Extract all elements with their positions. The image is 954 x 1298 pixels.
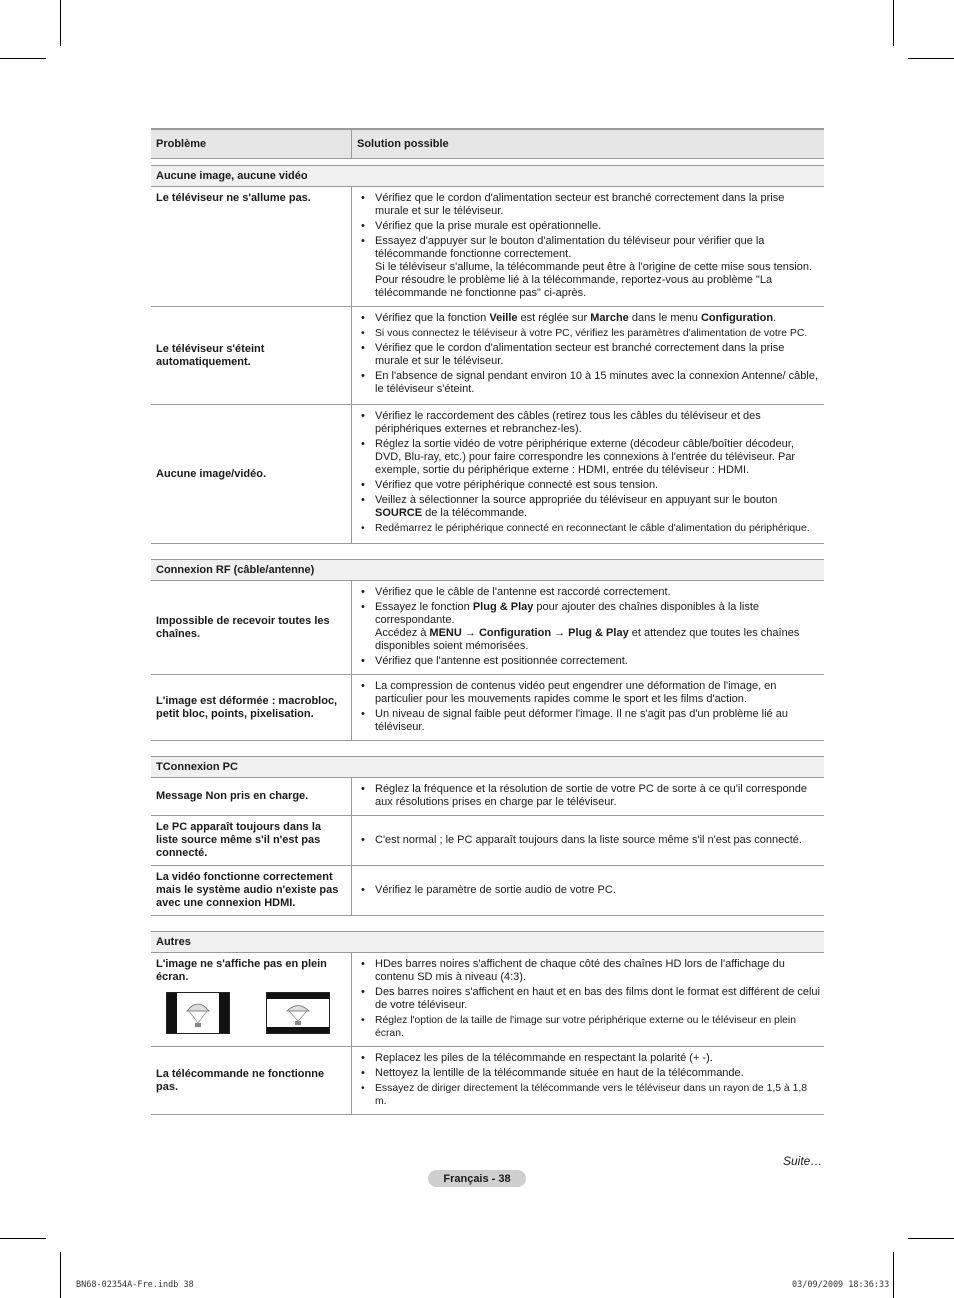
solution-list [360, 958, 820, 1040]
solution-cell [352, 187, 824, 306]
solution-item: • Vérifiez que le câble de l'antenne est raccordé correctement. [360, 586, 820, 599]
problem-text: L'image ne s'affiche pas en plein écran. [156, 958, 327, 983]
table-row [151, 675, 824, 741]
solution-list [360, 1052, 820, 1108]
solution-list [360, 586, 820, 668]
solution-item: • Des barres noires s'affichent en haut et en bas des films dont le format est différent de celui de votre téléviseur. [360, 986, 820, 1012]
problem-text: La vidéo fonctionne correctement mais le système audio n'existe pas avec une connexion HDMI. [156, 871, 339, 909]
section-title: Autres [151, 931, 824, 953]
table-row [151, 816, 824, 866]
problem-cell [151, 816, 352, 865]
section-gap [151, 741, 824, 756]
solution-list [360, 832, 802, 849]
problem-cell [151, 866, 352, 915]
solution-list [360, 192, 820, 300]
crop-mark [0, 1238, 46, 1239]
print-timestamp: 03/09/2009 18:36:33 [792, 1280, 890, 1290]
solution-item: • Réglez la fréquence et la résolution de sortie de votre PC de sorte à ce qu'il corresponde aux résolutions prises en charge par le téléviseur. [360, 783, 820, 809]
section-title: Connexion RF (câble/antenne) [151, 559, 824, 581]
section-gap [151, 544, 824, 559]
continued-label: Suite… [783, 1154, 823, 1168]
section-title: TConnexion PC [151, 756, 824, 778]
table-row [151, 405, 824, 544]
problem-cell [151, 953, 352, 1046]
solution-item: • Vérifiez que l'antenne est positionnée correctement. [360, 655, 820, 668]
header-problem: Problème [151, 130, 352, 158]
problem-cell [151, 187, 352, 306]
crop-mark [0, 58, 46, 59]
problem-cell [151, 1047, 352, 1114]
crop-mark [60, 0, 61, 46]
crop-mark [893, 0, 894, 46]
solution-item: • Vérifiez que votre périphérique connecté est sous tension. [360, 479, 820, 492]
solution-cell [352, 778, 824, 815]
problem-text: Impossible de recevoir toutes les chaînes. [156, 614, 330, 640]
solution-cell [352, 405, 824, 543]
solution-cell [352, 866, 824, 915]
table-row [151, 187, 824, 307]
problem-cell [151, 405, 352, 543]
problem-cell [151, 307, 352, 404]
troubleshooting-table [151, 128, 824, 1115]
solution-item: • Essayez le fonction Plug & Play pour ajouter des chaînes disponibles à la liste correspondante. Accédez à MENU → Configuration → Plug & Play et attendez que toutes les chaînes disponibles soient mémorisées. [360, 601, 820, 653]
crop-mark [893, 1252, 894, 1298]
solution-cell [352, 307, 824, 404]
problem-text: Message Non pris en charge. [156, 790, 309, 802]
solution-list [360, 680, 820, 734]
solution-item: • Nettoyez la lentille de la télécommande située en haut de la télécommande. [360, 1067, 820, 1080]
solution-cell [352, 1047, 824, 1114]
solution-item: • Vérifiez que la fonction Veille est réglée sur Marche dans le menu Configuration. [360, 312, 820, 325]
table-row [151, 1047, 824, 1115]
table-row [151, 307, 824, 405]
header-solution: Solution possible [357, 138, 449, 150]
problem-text: Aucune image/vidéo. [156, 467, 267, 480]
solution-item: • Si vous connectez le téléviseur à votre PC, vérifiez les paramètres d'alimentation de votre PC. [360, 327, 820, 340]
solution-item: • Essayez de diriger directement la télécommande vers le téléviseur dans un rayon de 1,5 à 1,8 m. [360, 1082, 820, 1108]
section-gap [151, 916, 824, 931]
solution-cell [352, 816, 824, 865]
solution-item: • La compression de contenus vidéo peut engendrer une déformation de l'image, en particulier pour les mouvements rapides comme le sport et les films d'action. [360, 680, 820, 706]
pillarbox-illustration [166, 992, 230, 1034]
solution-item: • Replacez les piles de la télécommande en respectant la polarité (+ -). [360, 1052, 820, 1065]
problem-text: La télécommande ne fonctionne pas. [156, 1067, 325, 1093]
problem-cell [151, 675, 352, 740]
crop-mark [908, 1238, 954, 1239]
solution-item: • Un niveau de signal faible peut déformer l'image. Il ne s'agit pas d'un problème lié au téléviseur. [360, 708, 820, 734]
letterbox-illustration [266, 992, 330, 1034]
print-file-info: BN68-02354A-Fre.indb 38 [76, 1280, 194, 1290]
problem-text: Le téléviseur ne s'allume pas. [156, 192, 311, 204]
solution-item: • Essayez d'appuyer sur le bouton d'alimentation du téléviseur pour vérifier que la télécommande fonctionne correctement. Si le téléviseur s'allume, la télécommande peut être à l'origine de cette mise sous tension. Pour résoudre le problème lié à la télécommande, reportez-vous au problème "La télécommande ne fonctionne pas" ci-après. [360, 235, 820, 300]
table-row [151, 953, 824, 1047]
table-header [151, 128, 824, 159]
solution-item: • Vérifiez le raccordement des câbles (retirez tous les câbles du téléviseur et des périphériques externes et rebranchez-les). [360, 410, 820, 436]
section-title: Aucune image, aucune vidéo [151, 165, 824, 187]
solution-item: • Vérifiez que le cordon d'alimentation secteur est branché correctement dans la prise murale et sur le téléviseur. [360, 192, 820, 218]
solution-item: • Vérifiez que la prise murale est opérationnelle. [360, 220, 820, 233]
table-row [151, 866, 824, 916]
problem-cell [151, 581, 352, 674]
solution-item: • Veillez à sélectionner la source appropriée du téléviseur en appuyant sur le bouton SOURCE de la télécommande. [360, 494, 820, 520]
solution-item: • C'est normal ; le PC apparaît toujours dans la liste source même s'il n'est pas connecté. [360, 834, 802, 847]
problem-text: Le téléviseur s'éteint automatiquement. [156, 342, 265, 368]
table-row [151, 581, 824, 675]
aspect-ratio-illustrations [166, 992, 330, 1034]
solution-cell [352, 581, 824, 674]
solution-list [360, 312, 820, 396]
solution-item: • En l'absence de signal pendant environ 10 à 15 minutes avec la connexion Antenne/ câble, le téléviseur s'éteint. [360, 370, 820, 396]
solution-list [360, 781, 820, 811]
crop-mark [60, 1252, 61, 1298]
solution-cell [352, 675, 824, 740]
problem-text: Le PC apparaît toujours dans la liste source même s'il n'est pas connecté. [156, 821, 322, 859]
table-row [151, 778, 824, 816]
solution-list [360, 410, 820, 535]
solution-item: • Réglez l'option de la taille de l'image sur votre périphérique externe ou le téléviseur en plein écran. [360, 1014, 820, 1040]
page-number-badge: Français - 38 [428, 1170, 526, 1187]
solution-item: • Réglez la sortie vidéo de votre périphérique externe (décodeur câble/boîtier décodeur, DVD, Blu-ray, etc.) pour faire correspondre les connexions à l'entrée du téléviseur. Par exemple, sortie du périphérique externe : HDMI, entrée du téléviseur : HDMI. [360, 438, 820, 477]
solution-item: • Vérifiez que le cordon d'alimentation secteur est branché correctement dans la prise murale et sur le téléviseur. [360, 342, 820, 368]
solution-item: • Redémarrez le périphérique connecté en reconnectant le câble d'alimentation du périphérique. [360, 522, 820, 535]
problem-cell [151, 778, 352, 815]
crop-mark [908, 58, 954, 59]
solution-item: • HDes barres noires s'affichent de chaque côté des chaînes HD lors de l'affichage du contenu SD mis à niveau (4:3). [360, 958, 820, 984]
table-body [151, 159, 824, 1115]
solution-item: • Vérifiez le paramètre de sortie audio de votre PC. [360, 884, 616, 897]
solution-cell [352, 953, 824, 1046]
problem-text: L'image est déformée : macrobloc, petit bloc, points, pixelisation. [156, 694, 338, 720]
solution-list [360, 882, 616, 899]
